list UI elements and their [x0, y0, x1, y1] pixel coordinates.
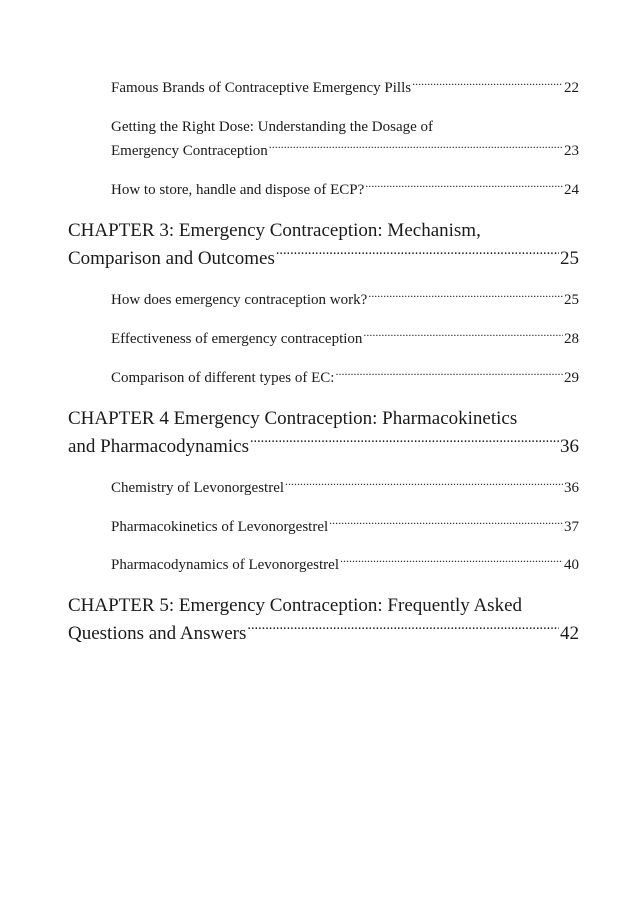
toc-leader-dots — [285, 477, 563, 492]
toc-chapter-title-line1: CHAPTER 5: Emergency Contraception: Frequently Asked — [68, 595, 522, 616]
toc-chapter-title: Questions and Answers — [68, 623, 247, 644]
toc-page-number: 42 — [560, 623, 579, 644]
toc-entry-title: Comparison of different types of EC: — [111, 370, 335, 386]
toc-leader-dots — [363, 328, 563, 343]
toc-page-number: 24 — [564, 182, 579, 198]
toc-entry-title: How does emergency contraception work? — [111, 292, 368, 308]
toc-page-number: 28 — [564, 331, 579, 347]
toc-chapter-3-line1 — [68, 217, 579, 245]
toc-entry-title: Pharmacokinetics of Levonorgestrel — [111, 519, 329, 535]
toc-page-number: 37 — [564, 519, 579, 535]
toc-chapter-4-line1 — [68, 405, 579, 433]
toc-entry-pharmacodynamics[interactable] — [111, 554, 579, 576]
toc-page-number: 25 — [560, 248, 579, 269]
toc-leader-dots — [276, 245, 559, 264]
toc-leader-dots — [368, 289, 563, 304]
toc-chapter-title-line1: CHAPTER 3: Emergency Contraception: Mechanism, — [68, 220, 481, 241]
toc-entry-comparison[interactable] — [111, 367, 579, 389]
toc-chapter-title-line1: CHAPTER 4 Emergency Contraception: Pharmacokinetics — [68, 408, 518, 429]
toc-chapter-title: Comparison and Outcomes — [68, 248, 275, 269]
toc-entry-title: Famous Brands of Contraceptive Emergency Pills — [111, 80, 412, 96]
toc-entry-dosage-line1 — [111, 116, 579, 138]
toc-entry-store-handle-dispose[interactable] — [111, 179, 579, 201]
toc-entry-title: Effectiveness of emergency contraception — [111, 331, 363, 347]
toc-page-number: 22 — [564, 80, 579, 96]
toc-chapter-5[interactable] — [68, 620, 579, 648]
toc-entry-chemistry[interactable] — [111, 477, 579, 499]
toc-entry-famous-brands[interactable] — [111, 77, 579, 99]
toc-chapter-5-line1 — [68, 592, 579, 620]
toc-leader-dots — [250, 433, 559, 452]
toc-leader-dots — [269, 140, 563, 155]
toc-chapter-3[interactable] — [68, 245, 579, 273]
toc-page-number: 23 — [564, 143, 579, 159]
toc-page-number: 36 — [564, 480, 579, 496]
toc-page-number: 40 — [564, 557, 579, 573]
toc-entry-how-ec-works[interactable] — [111, 289, 579, 311]
toc-chapter-4[interactable] — [68, 433, 579, 461]
toc-page-number: 36 — [560, 436, 579, 457]
toc-entry-dosage[interactable] — [111, 140, 579, 162]
toc-leader-dots — [412, 77, 563, 92]
toc-entry-pharmacokinetics[interactable] — [111, 516, 579, 538]
toc-page-number: 29 — [564, 370, 579, 386]
toc-leader-dots — [340, 554, 563, 569]
toc-leader-dots — [247, 620, 559, 639]
toc-entry-title: Pharmacodynamics of Levonorgestrel — [111, 557, 339, 573]
toc-leader-dots — [329, 516, 563, 531]
toc-entry-title: How to store, handle and dispose of ECP? — [111, 182, 365, 198]
toc-entry-title-line1: Getting the Right Dose: Understanding the Dosage of — [111, 119, 434, 135]
toc-leader-dots — [335, 367, 563, 382]
toc-entry-effectiveness[interactable] — [111, 328, 579, 350]
toc-leader-dots — [365, 179, 563, 194]
toc-entry-title: Emergency Contraception — [111, 143, 268, 159]
toc-entry-title: Chemistry of Levonorgestrel — [111, 480, 285, 496]
toc-chapter-title: and Pharmacodynamics — [68, 436, 249, 457]
toc-page-number: 25 — [564, 292, 579, 308]
